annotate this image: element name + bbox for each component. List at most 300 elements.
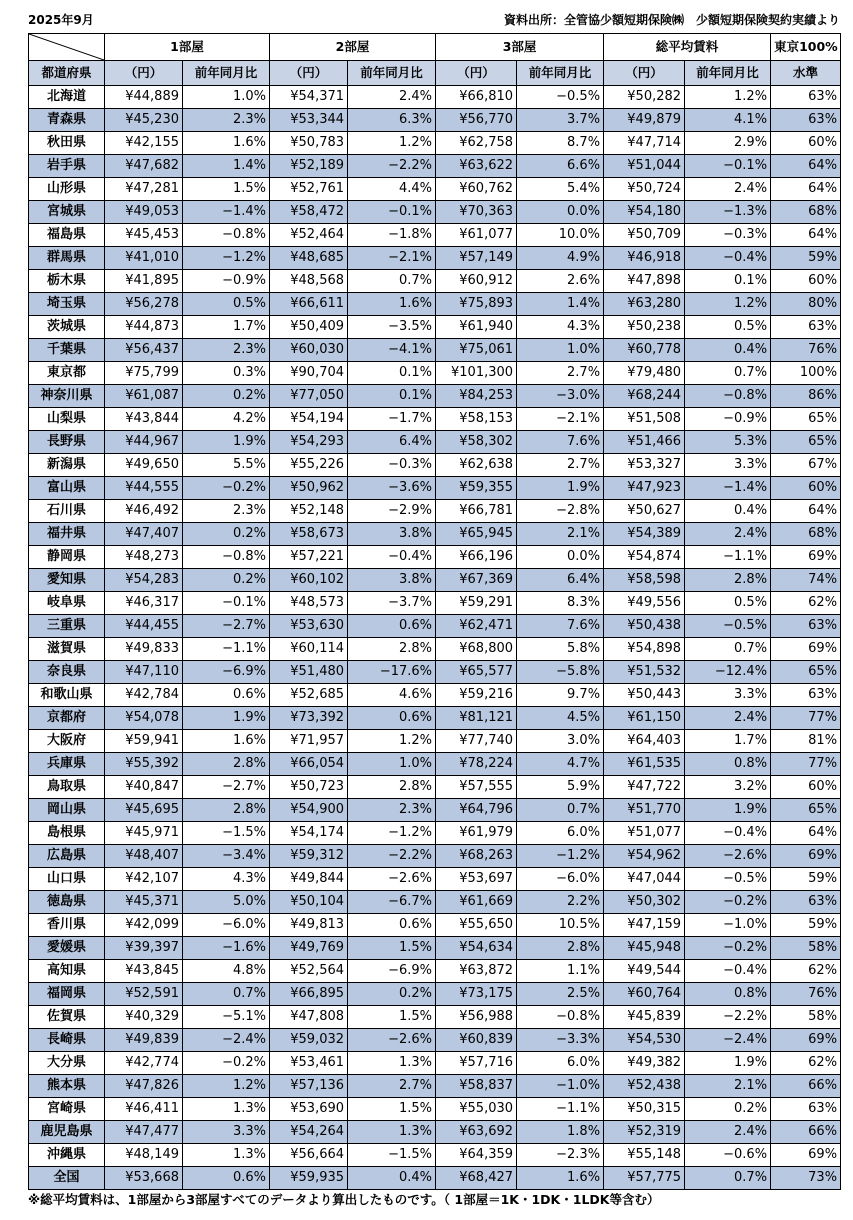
- yoy-cell: 0.2%: [348, 983, 436, 1006]
- rent-cell: ¥49,839: [105, 1029, 183, 1052]
- yoy-cell: 6.4%: [517, 569, 604, 592]
- yoy-cell: −1.1%: [685, 546, 771, 569]
- yoy-cell: 2.3%: [183, 339, 270, 362]
- yoy-cell: 1.4%: [517, 293, 604, 316]
- rent-cell: ¥46,411: [105, 1098, 183, 1121]
- rent-cell: ¥54,634: [436, 937, 517, 960]
- rent-cell: ¥48,573: [270, 592, 348, 615]
- rent-cell: ¥57,221: [270, 546, 348, 569]
- prefecture-cell: 宮城県: [29, 201, 105, 224]
- rent-cell: ¥75,799: [105, 362, 183, 385]
- yoy-cell: 3.3%: [183, 1121, 270, 1144]
- prefecture-cell: 沖縄県: [29, 1144, 105, 1167]
- rent-cell: ¥48,568: [270, 270, 348, 293]
- rent-cell: ¥55,148: [604, 1144, 685, 1167]
- column-header-row: [29, 61, 841, 86]
- yoy-cell: −2.1%: [517, 408, 604, 431]
- prefecture-cell: 熊本県: [29, 1075, 105, 1098]
- rent-cell: ¥60,762: [436, 178, 517, 201]
- level-cell: 69%: [771, 1029, 841, 1052]
- yoy-cell: −0.2%: [685, 891, 771, 914]
- rent-cell: ¥49,650: [105, 454, 183, 477]
- table-row: [29, 385, 841, 408]
- rent-cell: ¥68,263: [436, 845, 517, 868]
- level-cell: 60%: [771, 477, 841, 500]
- rent-cell: ¥52,319: [604, 1121, 685, 1144]
- table-row: [29, 523, 841, 546]
- level-cell: 65%: [771, 408, 841, 431]
- rent-cell: ¥70,363: [436, 201, 517, 224]
- level-cell: 100%: [771, 362, 841, 385]
- prefecture-cell: 徳島県: [29, 891, 105, 914]
- rent-cell: ¥68,244: [604, 385, 685, 408]
- prefecture-cell: 岩手県: [29, 155, 105, 178]
- rent-cell: ¥50,315: [604, 1098, 685, 1121]
- col-rent: （円）: [604, 61, 685, 86]
- rent-cell: ¥41,010: [105, 247, 183, 270]
- rent-cell: ¥55,650: [436, 914, 517, 937]
- report-header: [28, 9, 840, 29]
- level-cell: 73%: [771, 1167, 841, 1190]
- table-row: [29, 1144, 841, 1167]
- rent-cell: ¥52,564: [270, 960, 348, 983]
- level-cell: 69%: [771, 638, 841, 661]
- level-cell: 65%: [771, 661, 841, 684]
- level-cell: 66%: [771, 1121, 841, 1144]
- rent-cell: ¥49,844: [270, 868, 348, 891]
- rent-cell: ¥59,216: [436, 684, 517, 707]
- rent-cell: ¥56,988: [436, 1006, 517, 1029]
- level-cell: 74%: [771, 569, 841, 592]
- yoy-cell: −3.3%: [517, 1029, 604, 1052]
- col-rent: （円）: [105, 61, 183, 86]
- yoy-cell: −2.7%: [183, 615, 270, 638]
- rent-table: [28, 33, 841, 1190]
- rent-cell: ¥54,962: [604, 845, 685, 868]
- level-cell: 60%: [771, 270, 841, 293]
- yoy-cell: −3.4%: [183, 845, 270, 868]
- yoy-cell: 2.8%: [517, 937, 604, 960]
- yoy-cell: 5.0%: [183, 891, 270, 914]
- table-row: [29, 86, 841, 109]
- rent-cell: ¥50,104: [270, 891, 348, 914]
- level-cell: 68%: [771, 201, 841, 224]
- level-cell: 69%: [771, 845, 841, 868]
- rent-cell: ¥45,971: [105, 822, 183, 845]
- yoy-cell: 2.5%: [517, 983, 604, 1006]
- table-row: [29, 546, 841, 569]
- level-cell: 60%: [771, 132, 841, 155]
- table-row: [29, 362, 841, 385]
- rent-cell: ¥44,967: [105, 431, 183, 454]
- group-1room: 1部屋: [105, 34, 270, 61]
- table-row: [29, 1029, 841, 1052]
- yoy-cell: 8.3%: [517, 592, 604, 615]
- rent-cell: ¥54,898: [604, 638, 685, 661]
- table-row: [29, 132, 841, 155]
- table-row: [29, 730, 841, 753]
- rent-cell: ¥43,844: [105, 408, 183, 431]
- table-row: [29, 891, 841, 914]
- rent-cell: ¥59,291: [436, 592, 517, 615]
- prefecture-cell: 山形県: [29, 178, 105, 201]
- yoy-cell: −1.3%: [685, 201, 771, 224]
- rent-cell: ¥49,879: [604, 109, 685, 132]
- yoy-cell: −2.1%: [348, 247, 436, 270]
- rent-cell: ¥54,264: [270, 1121, 348, 1144]
- yoy-cell: −0.4%: [685, 247, 771, 270]
- level-cell: 64%: [771, 224, 841, 247]
- rent-cell: ¥51,077: [604, 822, 685, 845]
- yoy-cell: 4.9%: [517, 247, 604, 270]
- yoy-cell: −1.1%: [517, 1098, 604, 1121]
- yoy-cell: 0.8%: [685, 983, 771, 1006]
- col-yoy: 前年同月比: [183, 61, 270, 86]
- rent-cell: ¥51,466: [604, 431, 685, 454]
- table-row: [29, 408, 841, 431]
- data-source: 資料出所：全管協少額短期保険㈱ 少額短期保険契約実績より: [503, 13, 840, 27]
- rent-cell: ¥50,627: [604, 500, 685, 523]
- yoy-cell: 2.7%: [348, 1075, 436, 1098]
- level-cell: 76%: [771, 983, 841, 1006]
- group-3room: 3部屋: [436, 34, 604, 61]
- yoy-cell: 0.2%: [685, 1098, 771, 1121]
- level-cell: 63%: [771, 316, 841, 339]
- rent-cell: ¥57,775: [604, 1167, 685, 1190]
- prefecture-cell: 鳥取県: [29, 776, 105, 799]
- table-row: [29, 1098, 841, 1121]
- yoy-cell: 1.4%: [183, 155, 270, 178]
- yoy-cell: 2.1%: [685, 1075, 771, 1098]
- yoy-cell: −0.5%: [685, 615, 771, 638]
- yoy-cell: 1.9%: [183, 431, 270, 454]
- yoy-cell: 3.2%: [685, 776, 771, 799]
- table-row: [29, 316, 841, 339]
- rent-cell: ¥64,403: [604, 730, 685, 753]
- yoy-cell: 2.3%: [183, 500, 270, 523]
- prefecture-cell: 岐阜県: [29, 592, 105, 615]
- rent-cell: ¥50,409: [270, 316, 348, 339]
- yoy-cell: 1.5%: [183, 178, 270, 201]
- level-cell: 62%: [771, 960, 841, 983]
- level-cell: 58%: [771, 1006, 841, 1029]
- table-row: [29, 500, 841, 523]
- rent-cell: ¥45,948: [604, 937, 685, 960]
- rent-cell: ¥47,281: [105, 178, 183, 201]
- rent-cell: ¥57,716: [436, 1052, 517, 1075]
- table-row: [29, 1075, 841, 1098]
- prefecture-cell: 福岡県: [29, 983, 105, 1006]
- yoy-cell: −6.7%: [348, 891, 436, 914]
- yoy-cell: 0.0%: [517, 201, 604, 224]
- yoy-cell: −3.7%: [348, 592, 436, 615]
- rent-cell: ¥53,344: [270, 109, 348, 132]
- yoy-cell: 1.9%: [685, 799, 771, 822]
- rent-cell: ¥42,784: [105, 684, 183, 707]
- yoy-cell: −2.6%: [348, 868, 436, 891]
- yoy-cell: 5.8%: [517, 638, 604, 661]
- rent-cell: ¥62,471: [436, 615, 517, 638]
- yoy-cell: 7.6%: [517, 431, 604, 454]
- rent-cell: ¥50,238: [604, 316, 685, 339]
- yoy-cell: −5.8%: [517, 661, 604, 684]
- rent-cell: ¥41,895: [105, 270, 183, 293]
- yoy-cell: 0.5%: [685, 592, 771, 615]
- level-cell: 64%: [771, 822, 841, 845]
- table-row: [29, 1121, 841, 1144]
- level-cell: 77%: [771, 707, 841, 730]
- yoy-cell: 6.0%: [517, 1052, 604, 1075]
- rent-cell: ¥101,300: [436, 362, 517, 385]
- rent-cell: ¥67,369: [436, 569, 517, 592]
- yoy-cell: −2.8%: [517, 500, 604, 523]
- yoy-cell: −1.0%: [685, 914, 771, 937]
- yoy-cell: 3.0%: [517, 730, 604, 753]
- yoy-cell: −6.0%: [517, 868, 604, 891]
- yoy-cell: 1.7%: [685, 730, 771, 753]
- rent-cell: ¥50,783: [270, 132, 348, 155]
- yoy-cell: 1.7%: [183, 316, 270, 339]
- yoy-cell: 2.4%: [685, 707, 771, 730]
- rent-cell: ¥45,230: [105, 109, 183, 132]
- rent-cell: ¥59,032: [270, 1029, 348, 1052]
- yoy-cell: 1.6%: [183, 132, 270, 155]
- yoy-cell: 1.3%: [348, 1052, 436, 1075]
- prefecture-cell: 愛知県: [29, 569, 105, 592]
- yoy-cell: 6.4%: [348, 431, 436, 454]
- prefecture-cell: 岡山県: [29, 799, 105, 822]
- yoy-cell: −2.6%: [685, 845, 771, 868]
- rent-cell: ¥54,530: [604, 1029, 685, 1052]
- level-cell: 59%: [771, 868, 841, 891]
- yoy-cell: 0.5%: [183, 293, 270, 316]
- yoy-cell: −6.9%: [348, 960, 436, 983]
- yoy-cell: 0.4%: [685, 500, 771, 523]
- yoy-cell: −0.1%: [685, 155, 771, 178]
- yoy-cell: −1.2%: [517, 845, 604, 868]
- rent-cell: ¥50,282: [604, 86, 685, 109]
- table-row: [29, 477, 841, 500]
- table-row: [29, 868, 841, 891]
- group-tokyo-ratio: 東京100%: [771, 34, 841, 61]
- table-row: [29, 799, 841, 822]
- yoy-cell: −0.4%: [685, 822, 771, 845]
- yoy-cell: −0.2%: [183, 1052, 270, 1075]
- yoy-cell: −4.1%: [348, 339, 436, 362]
- prefecture-cell: 神奈川県: [29, 385, 105, 408]
- level-cell: 65%: [771, 431, 841, 454]
- table-row: [29, 293, 841, 316]
- prefecture-cell: 奈良県: [29, 661, 105, 684]
- yoy-cell: 2.4%: [348, 86, 436, 109]
- table-row: [29, 776, 841, 799]
- yoy-cell: 10.5%: [517, 914, 604, 937]
- table-row: [29, 224, 841, 247]
- rent-cell: ¥63,872: [436, 960, 517, 983]
- prefecture-cell: 静岡県: [29, 546, 105, 569]
- rent-cell: ¥62,638: [436, 454, 517, 477]
- yoy-cell: 5.3%: [685, 431, 771, 454]
- total-row: [29, 1167, 841, 1190]
- rent-cell: ¥61,669: [436, 891, 517, 914]
- table-row: [29, 155, 841, 178]
- yoy-cell: 2.1%: [517, 523, 604, 546]
- rent-cell: ¥60,912: [436, 270, 517, 293]
- prefecture-cell: 石川県: [29, 500, 105, 523]
- level-cell: 65%: [771, 799, 841, 822]
- yoy-cell: 1.3%: [183, 1144, 270, 1167]
- rent-cell: ¥52,148: [270, 500, 348, 523]
- rent-cell: ¥53,461: [270, 1052, 348, 1075]
- prefecture-cell: 福井県: [29, 523, 105, 546]
- prefecture-cell: 愛媛県: [29, 937, 105, 960]
- rent-cell: ¥47,044: [604, 868, 685, 891]
- yoy-cell: 0.7%: [517, 799, 604, 822]
- prefecture-cell: 大阪府: [29, 730, 105, 753]
- yoy-cell: −1.8%: [348, 224, 436, 247]
- rent-cell: ¥47,407: [105, 523, 183, 546]
- table-row: [29, 270, 841, 293]
- yoy-cell: 3.3%: [685, 684, 771, 707]
- col-rent: （円）: [270, 61, 348, 86]
- rent-cell: ¥58,598: [604, 569, 685, 592]
- yoy-cell: −1.7%: [348, 408, 436, 431]
- yoy-cell: 9.7%: [517, 684, 604, 707]
- yoy-cell: 2.9%: [685, 132, 771, 155]
- rent-cell: ¥84,253: [436, 385, 517, 408]
- rent-cell: ¥55,226: [270, 454, 348, 477]
- rent-cell: ¥73,175: [436, 983, 517, 1006]
- yoy-cell: 0.6%: [348, 707, 436, 730]
- level-cell: 67%: [771, 454, 841, 477]
- yoy-cell: −0.1%: [183, 592, 270, 615]
- rent-cell: ¥75,893: [436, 293, 517, 316]
- rent-cell: ¥63,280: [604, 293, 685, 316]
- yoy-cell: 4.4%: [348, 178, 436, 201]
- rent-cell: ¥52,464: [270, 224, 348, 247]
- yoy-cell: −1.1%: [183, 638, 270, 661]
- level-cell: 62%: [771, 1052, 841, 1075]
- yoy-cell: −1.5%: [348, 1144, 436, 1167]
- rent-cell: ¥59,312: [270, 845, 348, 868]
- yoy-cell: 1.2%: [183, 1075, 270, 1098]
- yoy-cell: 0.5%: [685, 316, 771, 339]
- yoy-cell: −2.4%: [685, 1029, 771, 1052]
- yoy-cell: 5.5%: [183, 454, 270, 477]
- rent-cell: ¥48,685: [270, 247, 348, 270]
- level-cell: 77%: [771, 753, 841, 776]
- rent-cell: ¥77,740: [436, 730, 517, 753]
- rent-cell: ¥65,945: [436, 523, 517, 546]
- yoy-cell: −6.0%: [183, 914, 270, 937]
- col-level: 水準: [771, 61, 841, 86]
- yoy-cell: 2.2%: [517, 891, 604, 914]
- rent-cell: ¥57,149: [436, 247, 517, 270]
- prefecture-cell: 和歌山県: [29, 684, 105, 707]
- rent-cell: ¥78,224: [436, 753, 517, 776]
- rent-cell: ¥42,099: [105, 914, 183, 937]
- level-cell: 63%: [771, 684, 841, 707]
- rent-cell: ¥63,622: [436, 155, 517, 178]
- rent-cell: ¥56,664: [270, 1144, 348, 1167]
- rent-cell: ¥58,302: [436, 431, 517, 454]
- rent-cell: ¥66,196: [436, 546, 517, 569]
- level-cell: 81%: [771, 730, 841, 753]
- rent-cell: ¥45,453: [105, 224, 183, 247]
- rent-cell: ¥50,302: [604, 891, 685, 914]
- yoy-cell: 3.7%: [517, 109, 604, 132]
- rent-cell: ¥48,149: [105, 1144, 183, 1167]
- rent-cell: ¥66,810: [436, 86, 517, 109]
- yoy-cell: −1.5%: [183, 822, 270, 845]
- rent-cell: ¥54,078: [105, 707, 183, 730]
- table-row: [29, 109, 841, 132]
- prefecture-cell: 埼玉県: [29, 293, 105, 316]
- rent-cell: ¥77,050: [270, 385, 348, 408]
- prefecture-cell: 山口県: [29, 868, 105, 891]
- yoy-cell: 10.0%: [517, 224, 604, 247]
- prefecture-cell: 福島県: [29, 224, 105, 247]
- yoy-cell: 1.5%: [348, 937, 436, 960]
- yoy-cell: 7.6%: [517, 615, 604, 638]
- rent-cell: ¥54,900: [270, 799, 348, 822]
- rent-cell: ¥46,317: [105, 592, 183, 615]
- rent-cell: ¥51,532: [604, 661, 685, 684]
- rent-cell: ¥53,697: [436, 868, 517, 891]
- rent-cell: ¥49,544: [604, 960, 685, 983]
- table-row: [29, 661, 841, 684]
- rent-cell: ¥61,535: [604, 753, 685, 776]
- rent-cell: ¥50,438: [604, 615, 685, 638]
- yoy-cell: 0.7%: [183, 983, 270, 1006]
- rent-cell: ¥52,189: [270, 155, 348, 178]
- yoy-cell: 0.1%: [685, 270, 771, 293]
- yoy-cell: 5.4%: [517, 178, 604, 201]
- yoy-cell: 2.3%: [183, 109, 270, 132]
- corner-cell: [29, 34, 105, 61]
- yoy-cell: 2.7%: [517, 362, 604, 385]
- yoy-cell: −1.6%: [183, 937, 270, 960]
- prefecture-cell: 広島県: [29, 845, 105, 868]
- yoy-cell: 1.5%: [348, 1098, 436, 1121]
- rent-cell: ¥46,918: [604, 247, 685, 270]
- yoy-cell: 6.0%: [517, 822, 604, 845]
- prefecture-cell: 京都府: [29, 707, 105, 730]
- rent-cell: ¥50,723: [270, 776, 348, 799]
- yoy-cell: 1.2%: [685, 86, 771, 109]
- yoy-cell: −0.3%: [348, 454, 436, 477]
- level-cell: 62%: [771, 592, 841, 615]
- group-2room: 2部屋: [270, 34, 436, 61]
- prefecture-cell: 宮崎県: [29, 1098, 105, 1121]
- yoy-cell: −0.8%: [685, 385, 771, 408]
- prefecture-cell: 富山県: [29, 477, 105, 500]
- yoy-cell: −2.2%: [685, 1006, 771, 1029]
- rent-cell: ¥47,722: [604, 776, 685, 799]
- level-cell: 63%: [771, 1098, 841, 1121]
- level-cell: 69%: [771, 546, 841, 569]
- rent-cell: ¥90,704: [270, 362, 348, 385]
- rent-cell: ¥50,962: [270, 477, 348, 500]
- rent-cell: ¥49,382: [604, 1052, 685, 1075]
- table-row: [29, 569, 841, 592]
- prefecture-cell: 香川県: [29, 914, 105, 937]
- yoy-cell: 0.0%: [517, 546, 604, 569]
- rent-cell: ¥66,895: [270, 983, 348, 1006]
- level-cell: 64%: [771, 178, 841, 201]
- footnote: ※総平均賃料は、1部屋から3部屋すべてのデータより算出したものです。（ 1部屋＝1K・1DK・1LDK等含む）: [28, 1192, 660, 1207]
- rent-cell: ¥57,555: [436, 776, 517, 799]
